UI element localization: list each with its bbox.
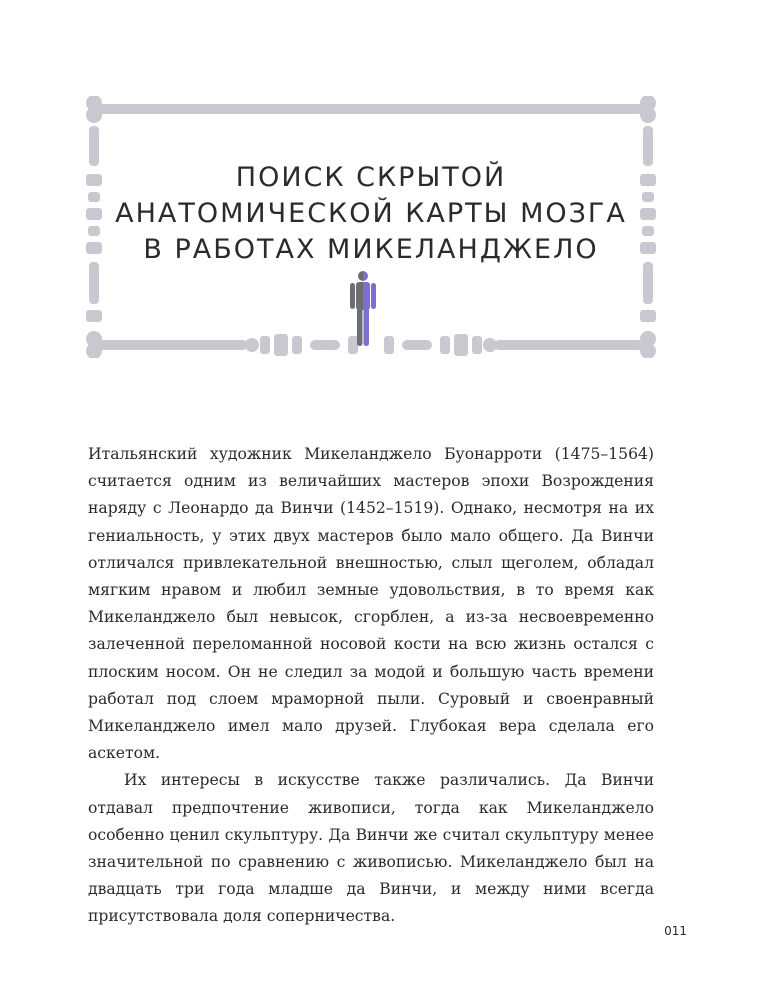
- chapter-title: [80, 160, 662, 268]
- chapter-title-line-1: ПОИСК СКРЫТОЙ: [235, 162, 507, 193]
- chapter-title-line-3: В РАБОТАХ МИКЕЛАНДЖЕЛО: [143, 234, 599, 265]
- page-number: 011: [664, 924, 687, 938]
- paragraph-2: Их интересы в искусстве также различались. Да Винчи отдавал предпочтение живописи, тогда как Микеланджело особенно ценил скульптуру. Да Винчи же считал скульптуру менее значительной по сравнению с живописью. Микеланджело был на двадцать три года младше да Винчи, и между ними всегда присутствовала доля соперничества.: [88, 771, 654, 926]
- body-text: [88, 441, 654, 931]
- chapter-title-line-2: АНАТОМИЧЕСКОЙ КАРТЫ МОЗГА: [115, 198, 627, 229]
- paragraph-1: Итальянский художник Микеланджело Буонарроти (1475–1564) считается одним из величайших мастеров эпохи Возрождения наряду с Леонардо да Винчи (1452–1519). Однако, несмотря на их гениальность, у этих двух мастеров было мало общего. Да Винчи отличался привлекательной внешностью, слыл щеголем, обладал мягким нравом и любил земные удовольствия, в то время как Микеланджело был невысок, сгорблен, а из-за несвоевременно залеченной переломанной носовой кости на всю жизнь остался с плоским носом. Он не следил за модой и большую часть времени работал под слоем мраморной пыли. Суровый и своенравный Микеланджело имел мало друзей. Глубокая вера сделала его аскетом.: [88, 445, 654, 763]
- human-body-silhouette-icon: [345, 270, 381, 354]
